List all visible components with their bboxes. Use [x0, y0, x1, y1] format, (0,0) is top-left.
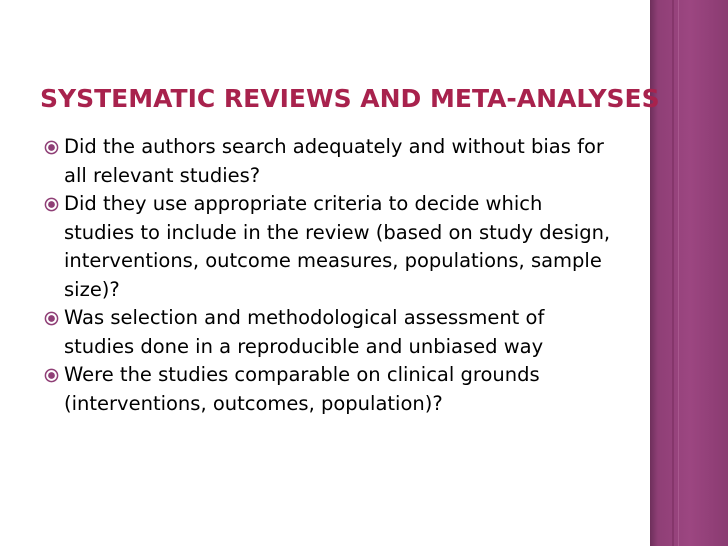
bullet-text: Were the studies comparable on clinical grounds (interventions, outcomes, population)? — [64, 363, 540, 415]
slide-title: SYSTEMATIC REVIEWS AND META-ANALYSES — [40, 84, 660, 113]
circled-dot-icon — [44, 311, 59, 326]
side-decorative-band — [650, 0, 728, 546]
bullet-text: Did they use appropriate criteria to decide which studies to include in the review (based on study design, interventions, outcome measures, populations, sample size)? — [64, 192, 611, 301]
bullet-list — [44, 133, 614, 418]
bullet-text: Did the authors search adequately and without bias for all relevant studies? — [64, 135, 604, 187]
bullet-item — [44, 133, 614, 190]
bullet-text: Was selection and methodological assessment of studies done in a reproducible and unbiased way — [64, 306, 545, 358]
circled-dot-icon — [44, 197, 59, 212]
circled-dot-icon — [44, 140, 59, 155]
bullet-item — [44, 361, 614, 418]
circled-dot-icon — [44, 368, 59, 383]
bullet-item — [44, 304, 614, 361]
bullet-item — [44, 190, 614, 304]
